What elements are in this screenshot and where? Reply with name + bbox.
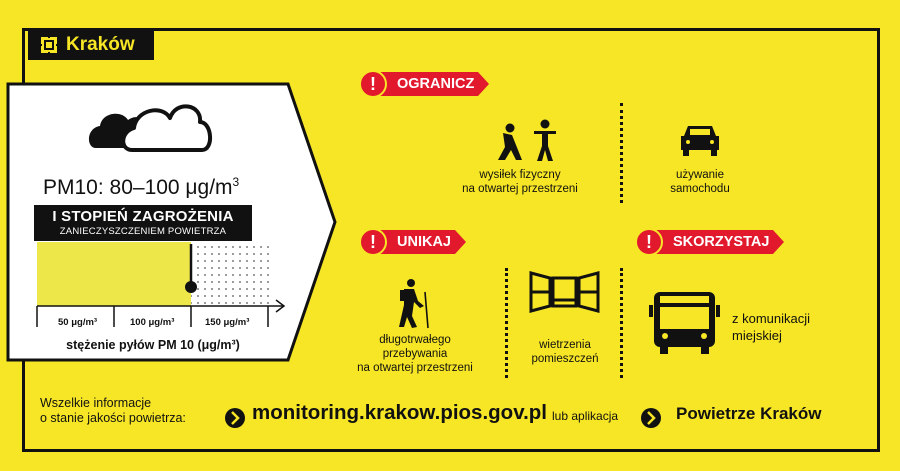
footer-info: Wszelkie informacje o stanie jakości powietrza: [40,396,186,425]
arrow-right-icon-2 [641,408,661,428]
alert-level-subtitle: ZANIECZYSZCZENIEM POWIETRZA [59,226,227,237]
separator-dots [505,268,508,378]
band-yellow [37,242,191,306]
scale-label-150: 150 μg/m³ [205,317,250,328]
caption-public-transport: z komunikacji miejskiej [732,311,811,343]
alert-level-banner [34,205,252,241]
window-icon [531,273,598,311]
caption-ventilation: wietrzenia pomieszczeń [531,339,599,365]
band-dotted [191,242,270,306]
scale-title: stężenie pyłów PM 10 (μg/m³) [66,338,240,352]
tag-unikaj: ! UNIKAJ [359,230,466,254]
caption-outdoor-stay: długotrwałego przebywania na otwartej przestrzeni [357,334,473,374]
separator-dots [620,268,623,378]
hiker-icon [399,279,428,328]
bus-icon [649,292,720,354]
alert-level-title: I STOPIEŃ ZAGROŻENIA [52,208,234,225]
exclamation-icon: ! [635,228,663,256]
caption-exercise: wysiłek fizyczny na otwartej przestrzeni [462,169,578,195]
arrow-right-icon [225,408,245,428]
car-icon [681,126,719,156]
app-name[interactable]: Powietrze Kraków [676,404,822,423]
footer-or-text: lub aplikacja [552,409,619,423]
logo-text: Kraków [66,34,135,55]
pm10-range: PM10: 80–100 $\mu g/m^3$ [43,175,240,199]
tag-skorzystaj: ! SKORZYSTAJ [635,230,784,254]
scale-label-50: 50 μg/m³ [58,317,98,328]
exclamation-icon: ! [359,228,387,256]
tag-ogranicz: ! OGRANICZ [359,72,489,96]
separator-dots [620,103,623,203]
monitoring-link[interactable]: monitoring.krakow.pios.gov.pl [252,401,547,424]
exclamation-icon: ! [359,70,387,98]
exercise-icon [498,120,556,162]
threshold-marker [185,281,197,293]
caption-car: używanie samochodu [670,169,730,195]
scale-label-100: 100 μg/m³ [130,317,175,328]
